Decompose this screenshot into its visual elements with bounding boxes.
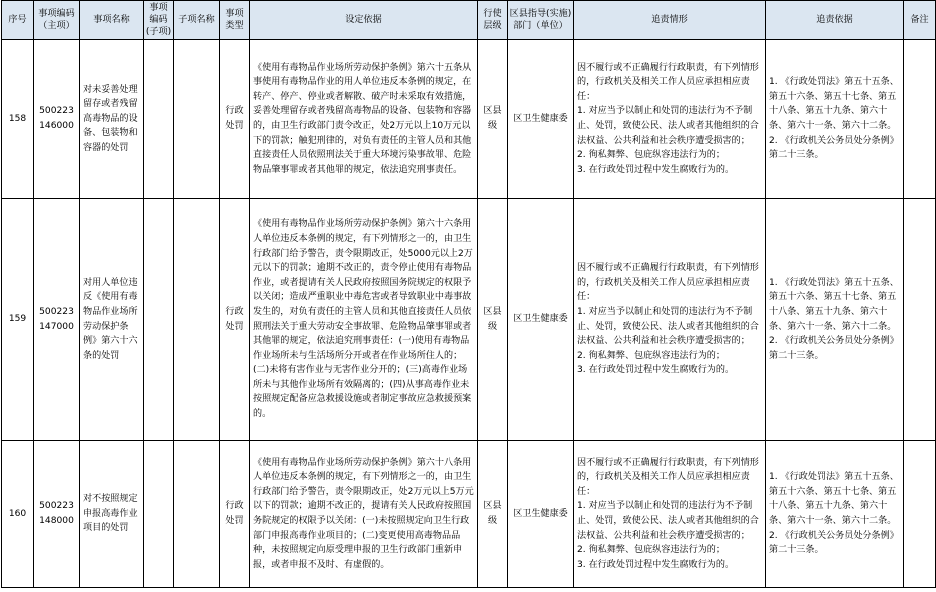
header-accountability-basis: 追责依据: [766, 1, 904, 40]
header-dept: 区县指导(实施) 部门（单位）: [508, 1, 574, 40]
cell-item-code-sub: [144, 199, 174, 441]
cell-sub-name: [174, 40, 220, 199]
header-item-code-sub: 事项编码 (子项): [144, 1, 174, 40]
cell-remark: [904, 199, 936, 441]
cell-sub-name: [174, 441, 220, 588]
cell-level: 区县 级: [478, 441, 508, 588]
cell-accountability-basis: 1. 《行政处罚法》第五十五条、第五十六条、第五十七条、第五十八条、第五十九条、第六十条、第六十一条、第六十二条。 2. 《行政机关公务员处分条例》第二十三条。: [766, 199, 904, 441]
cell-item-type: 行政 处罚: [220, 40, 250, 199]
cell-seq: 160: [2, 441, 34, 588]
cell-item-name: 对不按照规定申报高毒作业项目的处罚: [80, 441, 144, 588]
cell-accountability: 因不履行或不正确履行行政职责，有下列情形的，行政机关及相关工作人员应承担相应责任： 1. 对应当予以制止和处罚的违法行为不予制止、处罚，致使公民、法人或者其他组织的合法权益、公共利益和社会秩序遭受损害的； 2. 徇私舞弊、包庇纵容违法行为的； 3. 在行政处罚过程中发生腐败行为的。: [574, 441, 766, 588]
cell-item-name: 对用人单位违反《使用有毒物品作业场所劳动保护条例》第六十六条的处罚: [80, 199, 144, 441]
cell-remark: [904, 40, 936, 199]
cell-basis: 《使用有毒物品作业场所劳动保护条例》第六十五条从事使用有毒物品作业的用人单位违反本条例的规定，在转产、停产、停业或者解散、破产时未采取有效措施，妥善处理留存或者残留高毒物品的设备、包装物和容器的，由卫生行政部门责令改正，处2万元以上10万元以下的罚款；触犯刑律的，对负有责任的主管人员和其他直接责任人员依照刑法关于重大环境污染事故罪、危险物品肇事罪或者其他罪的规定，依法追究刑事责任。: [250, 40, 478, 199]
header-item-code-main: 事项编码 （主项）: [34, 1, 80, 40]
cell-item-code-sub: [144, 40, 174, 199]
cell-accountability: 因不履行或不正确履行行政职责，有下列情形的，行政机关及相关工作人员应承担相应责任： 1. 对应当予以制止和处罚的违法行为不予制止、处罚，致使公民、法人或者其他组织的合法权益、公共利益和社会秩序遭受损害的； 2. 徇私舞弊、包庇纵容违法行为的； 3. 在行政处罚过程中发生腐败行为的。: [574, 199, 766, 441]
cell-seq: 158: [2, 40, 34, 199]
table-row: [2, 441, 936, 588]
cell-item-code: 500223 148000: [34, 441, 80, 588]
cell-item-code-sub: [144, 441, 174, 588]
cell-item-type: 行政 处罚: [220, 441, 250, 588]
header-seq: 序号: [2, 1, 34, 40]
cell-remark: [904, 441, 936, 588]
header-remark: 备注: [904, 1, 936, 40]
cell-sub-name: [174, 199, 220, 441]
table-row: [2, 199, 936, 441]
cell-item-code: 500223 147000: [34, 199, 80, 441]
cell-basis: 《使用有毒物品作业场所劳动保护条例》第六十八条用人单位违反本条例的规定，有下列情形之一的，由卫生行政部门给予警告，责令限期改正，处2万元以上5万元以下的罚款；逾期不改正的，提请有关人民政府按照国务院规定的权限予以关闭：(一)未按照规定向卫生行政部门申报高毒作业项目的；(二)变更使用高毒物品品种，未按照规定向原受理申报的卫生行政部门重新申报，或者申报不及时、有虚假的。: [250, 441, 478, 588]
header-accountability: 追责情形: [574, 1, 766, 40]
table-row: [2, 40, 936, 199]
cell-accountability-basis: 1. 《行政处罚法》第五十五条、第五十六条、第五十七条、第五十八条、第五十九条、第六十条、第六十一条、第六十二条。 2. 《行政机关公务员处分条例》第二十三条。: [766, 441, 904, 588]
cell-dept: 区卫生健康委: [508, 40, 574, 199]
table-header-row: [2, 1, 936, 40]
header-sub-name: 子项名称: [174, 1, 220, 40]
header-item-name: 事项名称: [80, 1, 144, 40]
cell-level: 区县 级: [478, 199, 508, 441]
cell-dept: 区卫生健康委: [508, 441, 574, 588]
header-item-type: 事项 类型: [220, 1, 250, 40]
cell-item-type: 行政 处罚: [220, 199, 250, 441]
cell-level: 区县 级: [478, 40, 508, 199]
cell-accountability-basis: 1. 《行政处罚法》第五十五条、第五十六条、第五十七条、第五十八条、第五十九条、第六十条、第六十一条、第六十二条。 2. 《行政机关公务员处分条例》第二十三条。: [766, 40, 904, 199]
cell-accountability: 因不履行或不正确履行行政职责，有下列情形的，行政机关及相关工作人员应承担相应责任： 1. 对应当予以制止和处罚的违法行为不予制止、处罚，致使公民、法人或者其他组织的合法权益、公共利益和社会秩序遭受损害的； 2. 徇私舞弊、包庇纵容违法行为的； 3. 在行政处罚过程中发生腐败行为的。: [574, 40, 766, 199]
item-table: [1, 0, 936, 588]
header-basis: 设定依据: [250, 1, 478, 40]
header-level: 行使 层级: [478, 1, 508, 40]
cell-dept: 区卫生健康委: [508, 199, 574, 441]
cell-item-code: 500223 146000: [34, 40, 80, 199]
cell-basis: 《使用有毒物品作业场所劳动保护条例》第六十六条用人单位违反本条例的规定，有下列情形之一的，由卫生行政部门给予警告，责令限期改正，处5000元以上2万元以下的罚款；逾期不改正的，责令停止使用有毒物品作业，或者提请有关人民政府按照国务院规定的权限予以关闭；造成严重职业中毒危害或者导致职业中毒事故发生的，对负有责任的主管人员和其他直接责任人员依照刑法关于重大劳动安全事故罪、危险物品肇事罪或者其他罪的规定，依法追究刑事责任：(一)使用有毒物品作业场所未与生活场所分开或者在作业场所住人的；(二)未将有害作业与无害作业分开的；(三)高毒作业场所未与其他作业场所有效隔离的；(四)从事高毒作业未按照规定配备应急救援设施或者制定事故应急救援预案的。: [250, 199, 478, 441]
cell-item-name: 对未妥善处理留存或者残留高毒物品的设备、包装物和容器的处罚: [80, 40, 144, 199]
cell-seq: 159: [2, 199, 34, 441]
